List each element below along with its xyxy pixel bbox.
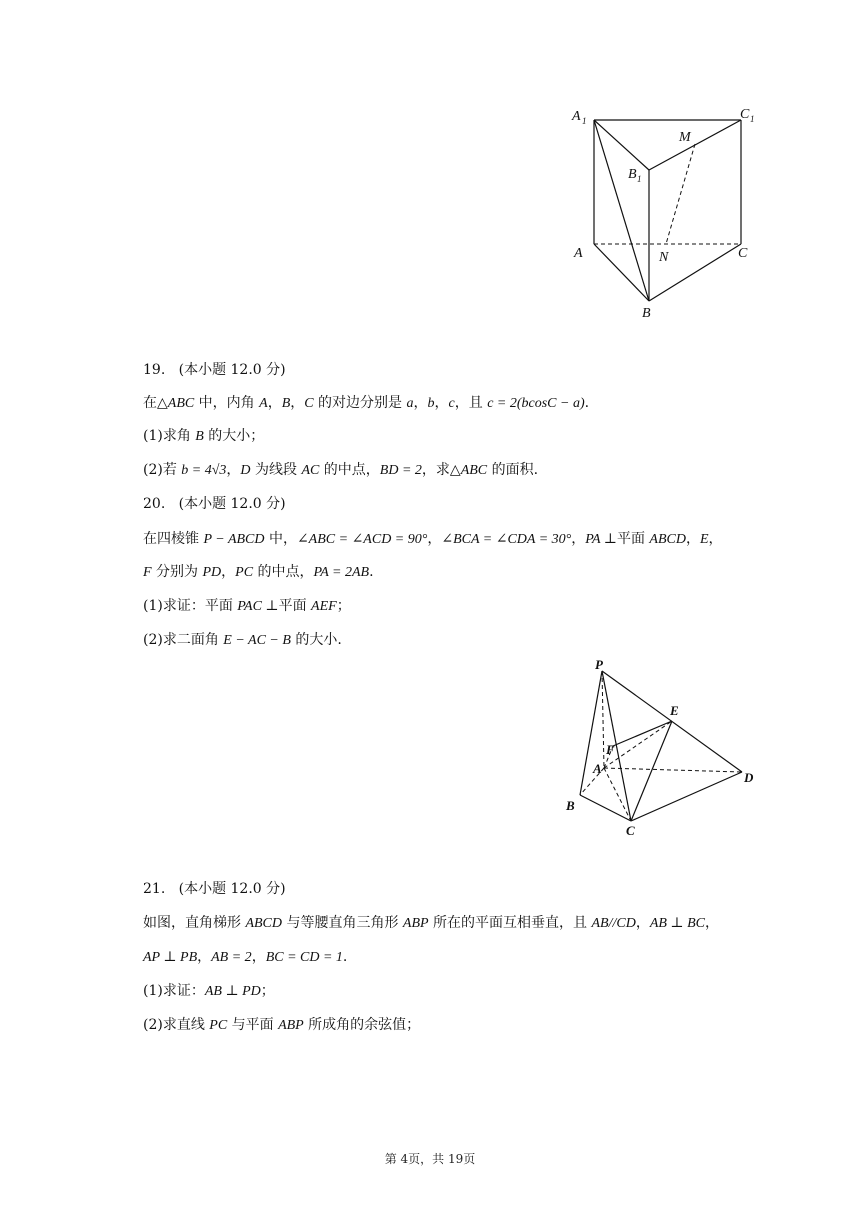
q21-statement-line1: 如图，直角梯形 ABCD 与等腰直角三角形 ABP 所在的平面互相垂直，且 AB//CD，AB ⊥ BC， (143, 915, 719, 931)
label-b: B (566, 798, 575, 813)
label-p: P (595, 657, 603, 672)
label-b1: B (628, 167, 637, 182)
q21-part1: (1)求证：AB ⊥ PD； (143, 983, 275, 999)
label-a: A (574, 246, 583, 261)
label-n: N (659, 250, 669, 265)
label-f: F (606, 742, 615, 757)
label-c1-sub: 1 (750, 114, 755, 124)
label-c1: C (740, 107, 750, 122)
q21-part2: (2)求直线 PC 与平面 ABP 所成角的余弦值； (143, 1017, 421, 1033)
page-footer: 第 4页，共 19页 (384, 1152, 476, 1166)
q21-statement-line2: AP ⊥ PB，AB = 2，BC = CD = 1. (143, 949, 348, 965)
label-m: M (679, 130, 691, 145)
label-b1-sub: 1 (637, 174, 642, 184)
label-c: C (738, 246, 748, 261)
q21-header: 21. (本小题 12.0 分) (143, 881, 286, 897)
q19-part1: (1)求角 B 的大小； (143, 428, 265, 444)
label-d: D (744, 770, 754, 785)
q20-part2: (2)求二面角 E − AC − B 的大小. (143, 632, 342, 648)
q20-statement-line2: F 分别为 PD，PC 的中点，PA = 2AB. (143, 564, 374, 580)
label-a: A (593, 761, 602, 776)
q20-statement-line1: 在四棱锥 P − ABCD 中，∠ABC = ∠ACD = 90°，∠BCA = ∠CDA = 30°，PA ⊥平面 ABCD，E， (143, 531, 723, 547)
label-e: E (670, 703, 679, 718)
q19-part2: (2)若 b = 4√3，D 为线段 AC 的中点，BD = 2，求△ABC 的面积. (143, 462, 539, 478)
q20-part1: (1)求证：平面 PAC ⊥平面 AEF； (143, 598, 351, 614)
label-b: B (642, 306, 651, 321)
prism-figure (560, 100, 770, 325)
label-c: C (626, 823, 635, 838)
label-a1-sub: 1 (582, 116, 587, 126)
label-a1: A (572, 109, 581, 124)
q20-header: 20. (本小题 12.0 分) (143, 496, 286, 512)
pyramid-figure (560, 655, 760, 840)
q19-header: 19. (本小题 12.0 分) (143, 362, 286, 378)
q19-statement: 在△ABC 中，内角 A，B，C 的对边分别是 a，b，c，且 c = 2(bcosC − a). (143, 395, 590, 411)
